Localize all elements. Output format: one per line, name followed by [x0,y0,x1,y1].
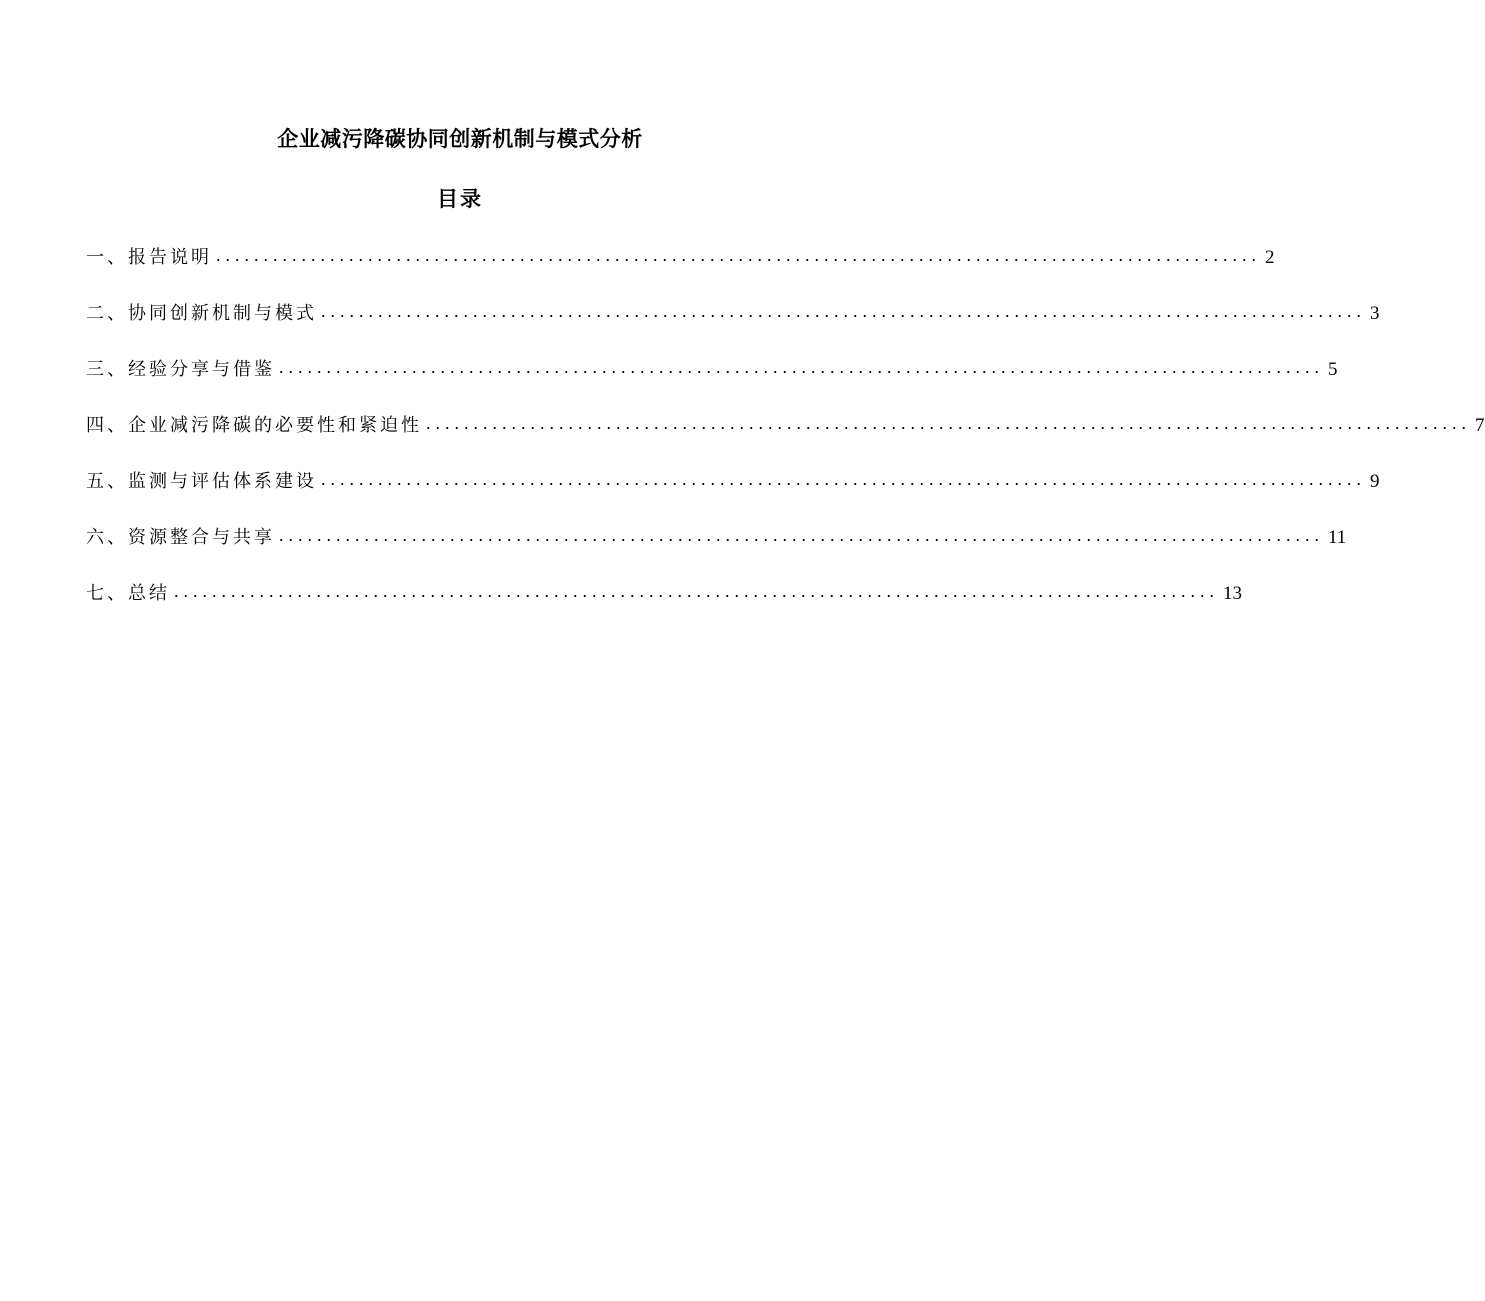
toc-entry-3[interactable] [86,352,1338,408]
toc-entry-5[interactable] [86,464,1380,520]
toc-entry-label: 二、协同创新机制与模式 [86,303,317,324]
toc-entry-2[interactable] [86,296,1380,352]
toc-entry-4[interactable] [86,408,1485,464]
toc-page-number: 9 [1370,471,1380,492]
toc-entry-label: 四、企业减污降碳的必要性和紧迫性 [86,415,422,436]
toc-entry-7[interactable] [86,576,1242,632]
toc-dot-leader: .............................................................................................................. [174,581,1219,601]
table-of-contents [86,240,1485,632]
toc-dot-leader: .............................................................................................................. [321,301,1366,321]
toc-entry-label: 七、总结 [86,583,170,604]
toc-entry-label: 三、经验分享与借鉴 [86,359,275,380]
toc-page-number: 11 [1328,527,1347,548]
toc-entry-label: 六、资源整合与共享 [86,527,275,548]
toc-entry-6[interactable] [86,520,1347,576]
toc-dot-leader: .............................................................................................................. [279,357,1324,377]
toc-entry-label: 五、监测与评估体系建设 [86,471,317,492]
toc-dot-leader: .............................................................................................................. [321,469,1366,489]
toc-page-number: 3 [1370,303,1380,324]
toc-page-number: 7 [1475,415,1485,436]
toc-dot-leader: .............................................................................................................. [426,413,1471,433]
toc-dot-leader: .............................................................................................................. [216,245,1261,265]
toc-entry-1[interactable] [86,240,1275,296]
toc-page-number: 13 [1223,583,1242,604]
toc-entry-label: 一、报告说明 [86,247,212,268]
toc-dot-leader: .............................................................................................................. [279,525,1324,545]
toc-page-number: 5 [1328,359,1338,380]
toc-heading: 目录 [437,187,483,211]
document-title: 企业减污降碳协同创新机制与模式分析 [277,127,643,151]
toc-page-number: 2 [1265,247,1275,268]
